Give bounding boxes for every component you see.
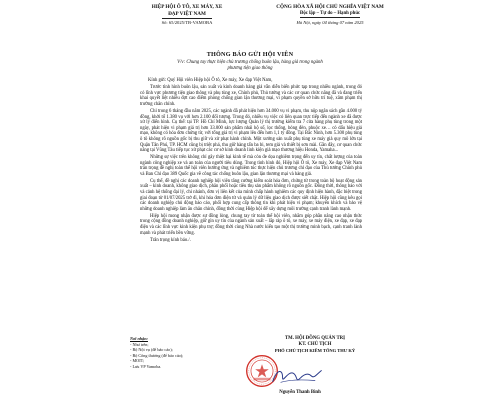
signer-role-1: KT. CHỦ TỊCH — [298, 342, 332, 347]
motto-divider — [300, 17, 360, 18]
signer-name: Nguyễn Thanh Bình — [279, 390, 321, 395]
on-behalf-line: TM. HỘI ĐỒNG QUẢN TRỊ — [284, 336, 345, 341]
recipient-item: - Bộ Công thương (để báo cáo); — [130, 352, 184, 358]
document-number: Số: 65/2025/TB-VAMOBA — [161, 20, 213, 25]
handwritten-signature-icon — [270, 365, 324, 387]
body-paragraph: Trước tình hình buôn lậu, sản xuất và kinh doanh hàng giả vẫn diễn biến phức tạp trong nhiều ngành, trong đó có lĩnh vực phương tiện giao thông và phụ tùng xe, Chính phủ, Thủ tướng và các cơ quan chức năng đã và đang triển khai quyết liệt nhiều đợt cao điểm phòng chống gian lận thương mại, vi phạm quyền sở hữu trí tuệ, xâm phạm thị trường chân chính. — [140, 85, 362, 107]
org-name-line1: HIỆP HỘI Ô TÔ, XE MÁY, XE — [151, 4, 223, 10]
body-paragraph: Chỉ trong 6 tháng đầu năm 2025, các ngành đã phát hiện hơn 34.000 vụ vi phạm, thu nộp ngân sách gần 4.000 tỷ đồng, khởi tố 1.380 vụ với hơn 2.100 đối tượng. Trong đó, nhiều vụ việc có liên quan trực tiếp đến ngành xe đã được xử lý điển hình. Cụ thể: tại TP. Hồ Chí Minh, lực lượng Quản lý thị trường kiểm tra 7 cửa hàng phụ tùng trong một ngày, phát hiện vi phạm giá trị hơn 33.000 sản phẩm nhái hộ số, lọc thống, bóng đèn, phuộc xe… có dấu hiệu giả mạo, không có hóa đơn chứng từ, với tổng giá trị vi phạm lên đến hơn 1,1 tỷ đồng. Tại Bắc Ninh, hơn 5.300 phụ tùng ô tô không rõ nguồn gốc bị thu giữ và xử phạt hành chính. Một xưởng sản xuất phụ tùng xe máy giả quy mô lớn tại Quận Tân Phú, TP. HCM cũng bị triệt phá, thu giữ hàng tấn ba bi, tem giả và thiết bị sơn mài. Gần đây, cơ quan chức năng tại Vũng Tàu tiếp tục xử phạt các cơ sở kinh doanh linh kiện giả mạo thương hiệu Honda, Yamaha... — [140, 108, 362, 154]
recipient-item: - MOIT; — [130, 358, 145, 364]
signature-block — [250, 336, 380, 354]
national-motto: Độc lập – Tự do – Hạnh phúc — [299, 10, 361, 16]
place-date: Hà Nội, ngày 04 tháng 07 năm 2025 — [296, 20, 364, 25]
recipients-heading: Nơi nhận: — [130, 336, 148, 341]
recipients-block — [130, 336, 250, 370]
body-paragraph: Hiệp hội mong nhận được sự đồng lòng, chung tay từ toàn thể hội viên, nhằm góp phần nâng cao nhận thức trong cộng đồng doanh nghiệp, giữ gìn uy tín của ngành sản xuất – lắp ráp ô tô, xe máy, xe máy điện, xe đạp, xe đạp điện và các lĩnh vực kinh kiện phụ trợ; đồng thời cùng Nhà nước kiến tạo một thị trường minh bạch, cạnh tranh lành mạnh và phát triển bền vững. — [140, 213, 362, 236]
document-body — [140, 78, 362, 245]
recipient-item: - Bộ Nội vụ (để báo cáo); — [130, 347, 173, 353]
recipient-item: - Lưu VP Vamoba. — [130, 363, 162, 369]
nation-title: CỘNG HÒA XÃ HỘI CHỦ NGHĨA VIỆT NAM — [276, 4, 384, 10]
greeting: Kính gửi: Quý Hội viên Hiệp hội Ô tô, Xe máy, Xe đạp Việt Nam, — [148, 78, 273, 83]
header-divider — [162, 18, 212, 19]
national-header — [250, 4, 410, 27]
closing-line: Trân trọng kính báo./. — [150, 237, 191, 243]
signer-role-2: PHÓ CHỦ TỊCH KIÊM TỔNG THƯ KÝ — [274, 348, 356, 353]
document-subject: V/v: Chung tay thực hiện chủ trương chống buôn lậu, hàng giả trong ngành phương tiện giao thông — [177, 60, 323, 71]
body-paragraph: Cụ thể, đề nghị các doanh nghiệp hội viên tăng cường kiểm soát hóa đơn, chứng từ trong toàn bộ hoạt động sản xuất – kinh doanh, không giao dịch, phân phối hoặc tiêu thụ sản phẩm không rõ nguồn gốc. Đồng thời, thông báo với và cảnh hệ thống đại lý, chi nhánh, đơn vị liên kết của mình chấp hành nghiêm các quy định hiện hành, đặc biệt trong giai đoạn từ 01/07/2025 trở đi, khi hóa đơn điện tử và quản lý dữ liệu giao dịch được siết chặt. Hiệp hội cũng kêu gọi các doanh nghiệp chủ động báo cáo, phối hợp cung cấp thông tin khi phát hiện vi phạm; khuyến khích và bảo vệ những doanh nghiệp làm ăn chân chính, đồng thời cùng Hiệp hội để xây dựng môi trường cạnh tranh lành mạnh. — [140, 178, 362, 212]
document-title: THÔNG BÁO GỬI HỘI VIÊN — [206, 51, 294, 58]
body-paragraph: Những sự việc trên không chỉ gây thiệt hại kinh tế mà còn đe dọa nghiêm trọng đến uy tín, chất lượng của toàn ngành công nghiệp xe và an toàn của người tiêu dùng. Trong tình hình đó, Hiệp hội Ô tô, Xe máy, Xe đạp Việt Nam trân trọng đề nghị toàn thể hội viên hưởng ứng và nghiêm túc thực hiện chủ trương chỉ đạo của Thủ tướng Chính phủ và Ban Chỉ đạo 389 Quốc gia về công tác chống buôn lậu, gian lận thương mại và hàng giả. — [140, 155, 362, 177]
org-name-line2: ĐẠP VIỆT NAM — [168, 10, 206, 17]
recipient-item: - Như trên; — [130, 341, 149, 347]
